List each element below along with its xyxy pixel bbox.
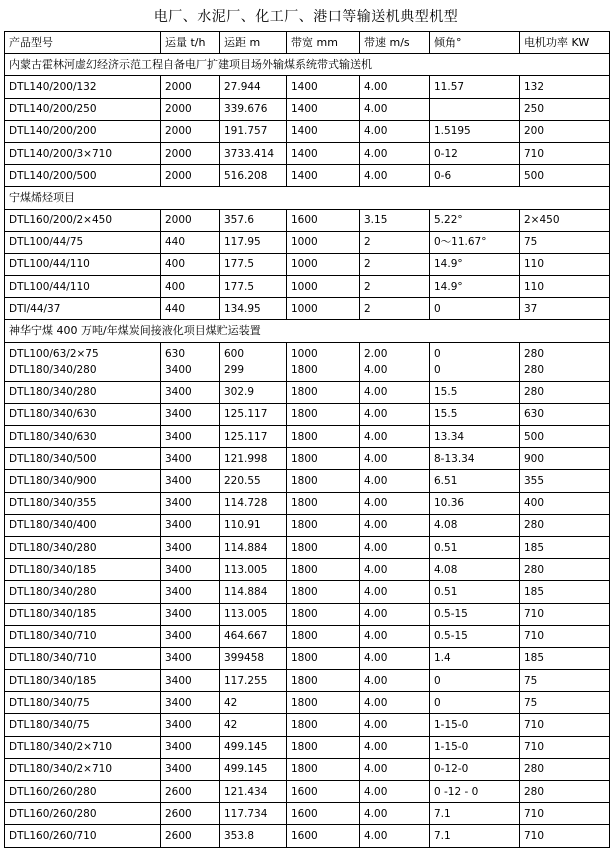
cell-angle: 0 -12 - 0	[430, 781, 520, 803]
cell-distance: 125.117	[220, 403, 287, 425]
cell-angle: 11.57	[430, 76, 520, 98]
cell-belt-width: 1800	[287, 403, 360, 425]
cell-capacity: 3400	[161, 492, 220, 514]
cell-distance: 353.8	[220, 825, 287, 847]
table-row	[5, 647, 610, 669]
cell-belt-speed: 4.00	[360, 603, 430, 625]
cell-model: DTL100/44/75	[5, 231, 161, 253]
cell-motor-power	[520, 342, 610, 381]
cell-belt-speed: 4.00	[360, 625, 430, 647]
cell-belt-width: 1000	[287, 276, 360, 298]
cell-belt-speed: 4.00	[360, 165, 430, 187]
table-row	[5, 76, 610, 98]
cell-distance: 110.91	[220, 514, 287, 536]
cell-model: DTL100/44/110	[5, 253, 161, 275]
cell-angle: 1.4	[430, 647, 520, 669]
cell-distance: 121.434	[220, 781, 287, 803]
cell-belt-width: 1400	[287, 165, 360, 187]
cell-model: DTL180/340/355	[5, 492, 161, 514]
cell-model: DTL140/200/132	[5, 76, 161, 98]
cell-capacity: 3400	[161, 470, 220, 492]
cell-line: DTL100/63/2×75	[9, 347, 99, 360]
cell-belt-speed: 4.00	[360, 426, 430, 448]
cell-motor-power: 630	[520, 403, 610, 425]
cell-motor-power: 710	[520, 603, 610, 625]
cell-belt-width: 1800	[287, 647, 360, 669]
cell-model: DTL180/340/75	[5, 692, 161, 714]
cell-belt-width: 1000	[287, 231, 360, 253]
table-row	[5, 559, 610, 581]
table-row	[5, 403, 610, 425]
cell-belt-speed: 4.00	[360, 825, 430, 847]
cell-angle: 0	[430, 670, 520, 692]
table-row	[5, 758, 610, 780]
cell-angle: 1-15-0	[430, 714, 520, 736]
header-belt-speed: 带速 m/s	[360, 32, 430, 54]
cell-belt-width: 1800	[287, 736, 360, 758]
cell-line: 4.00	[364, 363, 388, 376]
cell-belt-speed: 4.00	[360, 670, 430, 692]
cell-belt-speed: 4.00	[360, 403, 430, 425]
cell-model: DTL140/200/3×710	[5, 142, 161, 164]
cell-motor-power: 185	[520, 647, 610, 669]
cell-distance: 42	[220, 692, 287, 714]
cell-motor-power: 280	[520, 758, 610, 780]
cell-line: 280	[524, 363, 545, 376]
cell-distance: 27.944	[220, 76, 287, 98]
cell-distance: 113.005	[220, 603, 287, 625]
cell-belt-speed: 4.00	[360, 559, 430, 581]
cell-distance: 302.9	[220, 381, 287, 403]
cell-distance: 191.757	[220, 120, 287, 142]
cell-capacity	[161, 342, 220, 381]
cell-model: DTL180/340/630	[5, 403, 161, 425]
cell-capacity: 440	[161, 298, 220, 320]
cell-belt-speed: 4.00	[360, 470, 430, 492]
cell-line: 280	[524, 347, 545, 360]
cell-line: 3400	[165, 363, 192, 376]
cell-belt-width: 1800	[287, 381, 360, 403]
cell-distance: 464.667	[220, 625, 287, 647]
cell-angle: 1-15-0	[430, 736, 520, 758]
cell-distance: 42	[220, 714, 287, 736]
cell-motor-power: 280	[520, 514, 610, 536]
cell-belt-speed: 4.00	[360, 448, 430, 470]
cell-capacity: 3400	[161, 603, 220, 625]
cell-motor-power: 355	[520, 470, 610, 492]
cell-motor-power: 710	[520, 625, 610, 647]
cell-line: 1800	[291, 363, 318, 376]
cell-model: DTL180/340/185	[5, 603, 161, 625]
cell-capacity: 3400	[161, 625, 220, 647]
cell-belt-width: 1800	[287, 625, 360, 647]
cell-capacity: 440	[161, 231, 220, 253]
cell-belt-speed: 4.00	[360, 714, 430, 736]
table-row	[5, 298, 610, 320]
cell-line: 0	[434, 363, 441, 376]
cell-belt-width: 1800	[287, 426, 360, 448]
table-row	[5, 670, 610, 692]
table-row	[5, 581, 610, 603]
table-row	[5, 165, 610, 187]
section-title: 内蒙古霍林河虚幻经济示范工程自备电厂扩建项目场外输煤系统带式输送机	[5, 54, 610, 76]
cell-belt-width: 1800	[287, 536, 360, 558]
cell-model: DTL180/340/185	[5, 670, 161, 692]
cell-belt-speed: 2	[360, 298, 430, 320]
cell-belt-width: 1800	[287, 714, 360, 736]
header-model: 产品型号	[5, 32, 161, 54]
cell-line: 600	[224, 347, 245, 360]
table-row	[5, 625, 610, 647]
cell-belt-width: 1800	[287, 581, 360, 603]
cell-motor-power: 2×450	[520, 209, 610, 231]
cell-model: DTL140/200/500	[5, 165, 161, 187]
cell-capacity: 3400	[161, 536, 220, 558]
cell-model: DTL180/340/500	[5, 448, 161, 470]
table-row	[5, 536, 610, 558]
cell-model: DTL180/340/185	[5, 559, 161, 581]
cell-model	[5, 342, 161, 381]
table-row	[5, 492, 610, 514]
cell-model: DTL180/340/900	[5, 470, 161, 492]
cell-capacity: 2000	[161, 165, 220, 187]
cell-motor-power: 280	[520, 781, 610, 803]
cell-distance	[220, 342, 287, 381]
section-row	[5, 320, 610, 342]
cell-distance: 117.734	[220, 803, 287, 825]
cell-capacity: 2000	[161, 142, 220, 164]
cell-belt-speed: 4.00	[360, 381, 430, 403]
cell-capacity: 2000	[161, 120, 220, 142]
table-row	[5, 470, 610, 492]
cell-capacity: 3400	[161, 670, 220, 692]
cell-angle: 0.51	[430, 581, 520, 603]
header-capacity: 运量 t/h	[161, 32, 220, 54]
cell-angle: 14.9°	[430, 253, 520, 275]
cell-capacity: 3400	[161, 581, 220, 603]
cell-belt-speed: 4.00	[360, 803, 430, 825]
cell-belt-speed: 4.00	[360, 536, 430, 558]
cell-distance: 339.676	[220, 98, 287, 120]
cell-model: DTL180/340/400	[5, 514, 161, 536]
cell-belt-width: 1400	[287, 76, 360, 98]
cell-motor-power: 110	[520, 253, 610, 275]
cell-distance: 125.117	[220, 426, 287, 448]
cell-angle: 7.1	[430, 825, 520, 847]
cell-model: DTL180/340/2×710	[5, 736, 161, 758]
cell-belt-width: 1400	[287, 142, 360, 164]
cell-distance: 114.884	[220, 581, 287, 603]
cell-belt-width: 1600	[287, 781, 360, 803]
cell-angle: 0	[430, 692, 520, 714]
cell-belt-speed: 4.00	[360, 142, 430, 164]
cell-capacity: 3400	[161, 403, 220, 425]
table-row	[5, 714, 610, 736]
cell-angle: 15.5	[430, 381, 520, 403]
cell-belt-width	[287, 342, 360, 381]
conveyor-spec-table	[4, 31, 610, 848]
cell-distance: 134.95	[220, 298, 287, 320]
cell-motor-power: 132	[520, 76, 610, 98]
cell-line: 299	[224, 363, 245, 376]
table-row	[5, 736, 610, 758]
cell-belt-width: 1800	[287, 758, 360, 780]
table-row	[5, 142, 610, 164]
header-motor-power: 电机功率 KW	[520, 32, 610, 54]
table-row	[5, 825, 610, 847]
cell-belt-speed: 4.00	[360, 736, 430, 758]
header-row	[5, 32, 610, 54]
cell-belt-width: 1800	[287, 448, 360, 470]
cell-belt-width: 1000	[287, 253, 360, 275]
cell-distance: 3733.414	[220, 142, 287, 164]
cell-belt-speed: 4.00	[360, 581, 430, 603]
cell-angle: 1.5195	[430, 120, 520, 142]
cell-motor-power: 75	[520, 692, 610, 714]
cell-belt-speed: 4.00	[360, 76, 430, 98]
cell-belt-speed: 2	[360, 253, 430, 275]
cell-model: DTL180/340/280	[5, 381, 161, 403]
cell-motor-power: 75	[520, 670, 610, 692]
cell-capacity: 3400	[161, 559, 220, 581]
table-row	[5, 253, 610, 275]
cell-belt-width: 1800	[287, 470, 360, 492]
table-row	[5, 98, 610, 120]
cell-distance: 117.255	[220, 670, 287, 692]
cell-belt-speed: 4.00	[360, 781, 430, 803]
header-belt-width: 带宽 mm	[287, 32, 360, 54]
cell-motor-power: 500	[520, 165, 610, 187]
table-row	[5, 781, 610, 803]
cell-belt-width: 1000	[287, 298, 360, 320]
cell-model: DTL180/340/2×710	[5, 758, 161, 780]
cell-angle: 7.1	[430, 803, 520, 825]
table-row	[5, 426, 610, 448]
cell-distance: 499.145	[220, 736, 287, 758]
section-row	[5, 54, 610, 76]
cell-motor-power: 200	[520, 120, 610, 142]
table-row	[5, 692, 610, 714]
cell-distance: 357.6	[220, 209, 287, 231]
cell-capacity: 2000	[161, 98, 220, 120]
cell-belt-speed: 4.00	[360, 98, 430, 120]
cell-motor-power: 185	[520, 581, 610, 603]
cell-distance: 114.728	[220, 492, 287, 514]
cell-motor-power: 37	[520, 298, 610, 320]
cell-belt-width: 1600	[287, 803, 360, 825]
cell-model: DTI/44/37	[5, 298, 161, 320]
cell-belt-width: 1800	[287, 603, 360, 625]
cell-capacity: 400	[161, 276, 220, 298]
section-row	[5, 187, 610, 209]
cell-motor-power: 710	[520, 825, 610, 847]
cell-angle: 0.5-15	[430, 625, 520, 647]
cell-distance: 113.005	[220, 559, 287, 581]
cell-angle: 0.5-15	[430, 603, 520, 625]
table-row	[5, 381, 610, 403]
cell-angle: 0-12	[430, 142, 520, 164]
cell-belt-width: 1400	[287, 120, 360, 142]
cell-capacity: 2000	[161, 76, 220, 98]
cell-line: 0	[434, 347, 441, 360]
cell-belt-width: 1600	[287, 825, 360, 847]
cell-angle: 0-6	[430, 165, 520, 187]
cell-capacity: 2600	[161, 825, 220, 847]
cell-capacity: 2000	[161, 209, 220, 231]
cell-model: DTL180/340/710	[5, 625, 161, 647]
header-angle: 倾角°	[430, 32, 520, 54]
cell-belt-width: 1800	[287, 492, 360, 514]
cell-motor-power: 280	[520, 559, 610, 581]
cell-distance: 117.95	[220, 231, 287, 253]
cell-model: DTL160/260/280	[5, 781, 161, 803]
cell-capacity: 3400	[161, 647, 220, 669]
cell-belt-speed: 4.00	[360, 492, 430, 514]
cell-model: DTL180/340/630	[5, 426, 161, 448]
cell-angle: 4.08	[430, 559, 520, 581]
cell-angle: 10.36	[430, 492, 520, 514]
section-title: 神华宁煤 400 万吨/年煤炭间接液化项目煤贮运装置	[5, 320, 610, 342]
cell-motor-power: 185	[520, 536, 610, 558]
table-row	[5, 209, 610, 231]
cell-angle: 4.08	[430, 514, 520, 536]
cell-capacity: 2600	[161, 803, 220, 825]
cell-belt-speed: 4.00	[360, 514, 430, 536]
cell-distance: 399458	[220, 647, 287, 669]
cell-belt-speed: 2	[360, 231, 430, 253]
table-body	[5, 54, 610, 847]
cell-model: DTL180/340/280	[5, 581, 161, 603]
table-row	[5, 276, 610, 298]
table-row	[5, 448, 610, 470]
table-row	[5, 120, 610, 142]
table-row	[5, 603, 610, 625]
cell-belt-width: 1800	[287, 670, 360, 692]
cell-motor-power: 900	[520, 448, 610, 470]
cell-line: 2.00	[364, 347, 388, 360]
cell-motor-power: 280	[520, 381, 610, 403]
cell-motor-power: 710	[520, 803, 610, 825]
section-title: 宁煤烯烃项目	[5, 187, 610, 209]
cell-model: DTL100/44/110	[5, 276, 161, 298]
cell-angle: 0	[430, 298, 520, 320]
cell-angle: 6.51	[430, 470, 520, 492]
cell-belt-width: 1800	[287, 692, 360, 714]
cell-belt-width: 1400	[287, 98, 360, 120]
cell-angle: 13.34	[430, 426, 520, 448]
cell-distance: 177.5	[220, 276, 287, 298]
cell-capacity: 3400	[161, 448, 220, 470]
cell-distance: 516.208	[220, 165, 287, 187]
cell-motor-power: 250	[520, 98, 610, 120]
cell-model: DTL180/340/280	[5, 536, 161, 558]
cell-belt-speed	[360, 342, 430, 381]
table-row	[5, 803, 610, 825]
cell-angle	[430, 98, 520, 120]
cell-model: DTL140/200/250	[5, 98, 161, 120]
cell-model: DTL140/200/200	[5, 120, 161, 142]
cell-belt-width: 1800	[287, 514, 360, 536]
cell-distance: 121.998	[220, 448, 287, 470]
document-title: 电厂、水泥厂、化工厂、港口等输送机典型机型	[153, 9, 459, 25]
header-distance: 运距 m	[220, 32, 287, 54]
cell-model: DTL160/260/710	[5, 825, 161, 847]
cell-motor-power: 710	[520, 714, 610, 736]
cell-angle: 0.51	[430, 536, 520, 558]
cell-model: DTL180/340/710	[5, 647, 161, 669]
cell-line: 1000	[291, 347, 318, 360]
cell-capacity: 3400	[161, 714, 220, 736]
cell-model: DTL160/260/280	[5, 803, 161, 825]
cell-belt-width: 1600	[287, 209, 360, 231]
cell-motor-power: 710	[520, 736, 610, 758]
cell-distance: 114.884	[220, 536, 287, 558]
cell-distance: 499.145	[220, 758, 287, 780]
cell-capacity: 3400	[161, 381, 220, 403]
cell-belt-speed: 4.00	[360, 647, 430, 669]
cell-angle: 0-12-0	[430, 758, 520, 780]
cell-belt-speed: 3.15	[360, 209, 430, 231]
cell-angle: 15.5	[430, 403, 520, 425]
cell-model: DTL180/340/75	[5, 714, 161, 736]
cell-capacity: 400	[161, 253, 220, 275]
cell-capacity: 3400	[161, 736, 220, 758]
cell-belt-speed: 2	[360, 276, 430, 298]
cell-belt-speed: 4.00	[360, 758, 430, 780]
cell-motor-power: 710	[520, 142, 610, 164]
table-row	[5, 514, 610, 536]
table-row	[5, 231, 610, 253]
cell-distance: 220.55	[220, 470, 287, 492]
cell-capacity: 3400	[161, 514, 220, 536]
cell-angle	[430, 342, 520, 381]
cell-angle: 0～11.67°	[430, 231, 520, 253]
cell-capacity: 3400	[161, 758, 220, 780]
cell-angle: 8-13.34	[430, 448, 520, 470]
cell-line: DTL180/340/280	[9, 363, 97, 376]
cell-capacity: 2600	[161, 781, 220, 803]
cell-capacity: 3400	[161, 692, 220, 714]
cell-motor-power: 110	[520, 276, 610, 298]
cell-line: 630	[165, 347, 186, 360]
cell-belt-speed: 4.00	[360, 120, 430, 142]
cell-belt-speed: 4.00	[360, 692, 430, 714]
cell-distance: 177.5	[220, 253, 287, 275]
cell-angle: 5.22°	[430, 209, 520, 231]
cell-capacity: 3400	[161, 426, 220, 448]
table-row-merged	[5, 342, 610, 381]
cell-belt-width: 1800	[287, 559, 360, 581]
cell-motor-power: 400	[520, 492, 610, 514]
cell-motor-power: 500	[520, 426, 610, 448]
cell-model: DTL160/200/2×450	[5, 209, 161, 231]
cell-angle: 14.9°	[430, 276, 520, 298]
cell-motor-power: 75	[520, 231, 610, 253]
